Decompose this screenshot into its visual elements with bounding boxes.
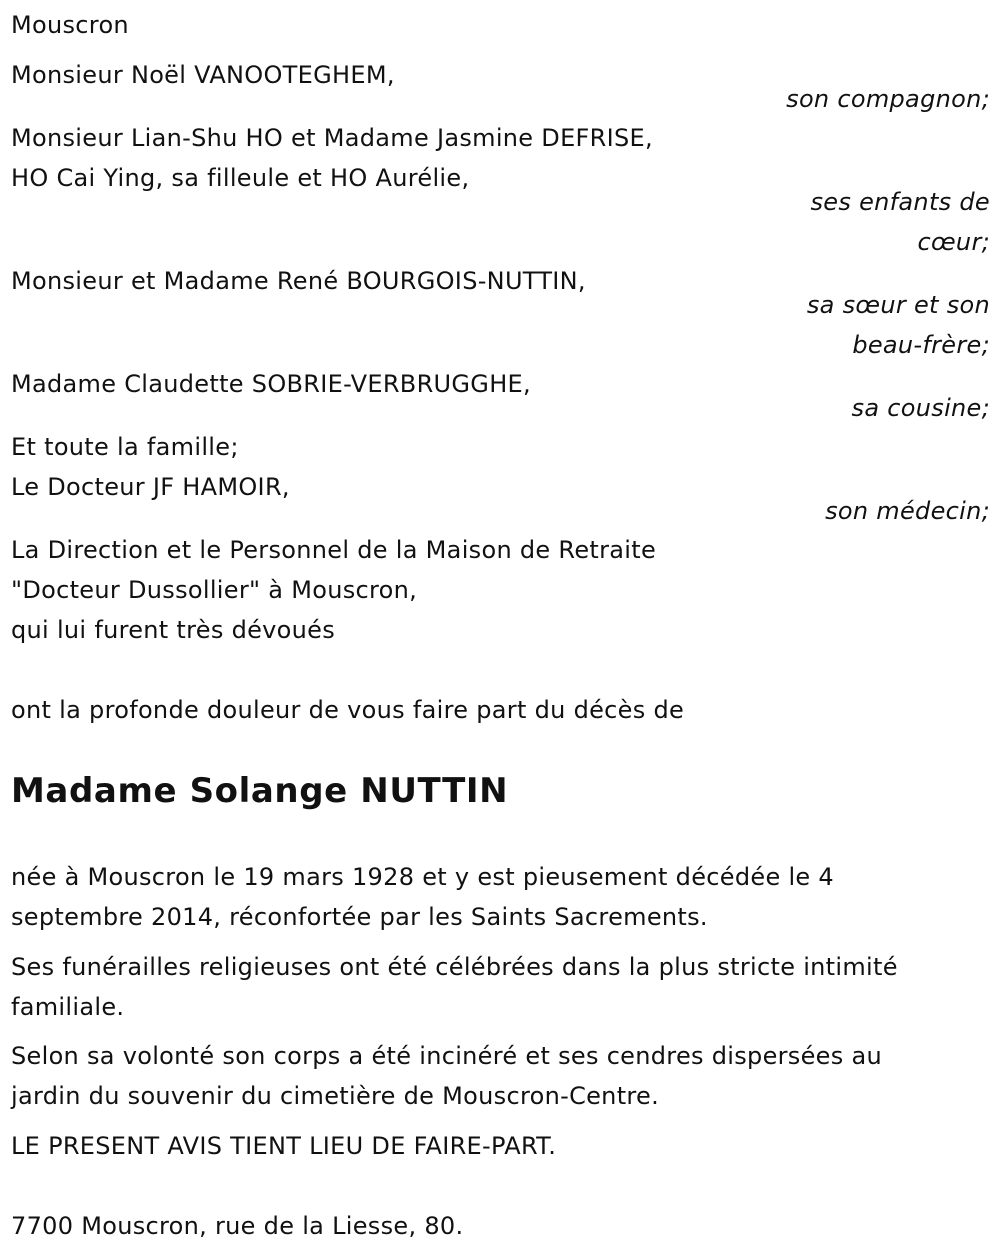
- paragraph-line: jardin du souvenir du cimetière de Mouscron-Centre.: [11, 1082, 660, 1110]
- mourner-line: Et toute la famille;: [11, 433, 239, 461]
- mourner-line: Monsieur Lian-Shu HO et Madame Jasmine DEFRISE,: [11, 124, 653, 152]
- mourner-line: Le Docteur JF HAMOIR,: [11, 473, 290, 501]
- deceased-name: Madame Solange NUTTIN: [11, 771, 509, 811]
- paragraph-line: familiale.: [11, 993, 125, 1021]
- city-heading: Mouscron: [11, 11, 129, 39]
- paragraph-line: septembre 2014, réconfortée par les Saints Sacrements.: [11, 903, 708, 931]
- mourner-role: son compagnon;: [786, 85, 990, 113]
- mourner-role: ses enfants de: [810, 188, 990, 216]
- mourner-role: cœur;: [917, 228, 990, 256]
- mourner-line: La Direction et le Personnel de la Maison de Retraite: [11, 536, 657, 564]
- mourner-line: Madame Claudette SOBRIE-VERBRUGGHE,: [11, 370, 531, 398]
- mourner-line: Monsieur Noël VANOOTEGHEM,: [11, 61, 395, 89]
- paragraph-line: Selon sa volonté son corps a été incinéré et ses cendres dispersées au: [11, 1042, 882, 1070]
- announcement-text: ont la profonde douleur de vous faire part du décès de: [11, 696, 685, 724]
- paragraph-line: née à Mouscron le 19 mars 1928 et y est pieusement décédée le 4: [11, 863, 834, 891]
- mourner-role: sa sœur et son: [806, 291, 990, 319]
- mourner-role: sa cousine;: [851, 394, 990, 422]
- mourner-role: son médecin;: [825, 497, 990, 525]
- mourner-role: beau-frère;: [852, 331, 990, 359]
- paragraph-line: LE PRESENT AVIS TIENT LIEU DE FAIRE-PART.: [11, 1132, 557, 1160]
- mourner-line: qui lui furent très dévoués: [11, 616, 336, 644]
- mourner-line: Monsieur et Madame René BOURGOIS-NUTTIN,: [11, 267, 586, 295]
- paragraph-line: Ses funérailles religieuses ont été célébrées dans la plus stricte intimité: [11, 953, 898, 981]
- mourner-line: HO Cai Ying, sa filleule et HO Aurélie,: [11, 164, 470, 192]
- address: 7700 Mouscron, rue de la Liesse, 80.: [11, 1212, 464, 1240]
- mourner-line: "Docteur Dussollier" à Mouscron,: [11, 576, 418, 604]
